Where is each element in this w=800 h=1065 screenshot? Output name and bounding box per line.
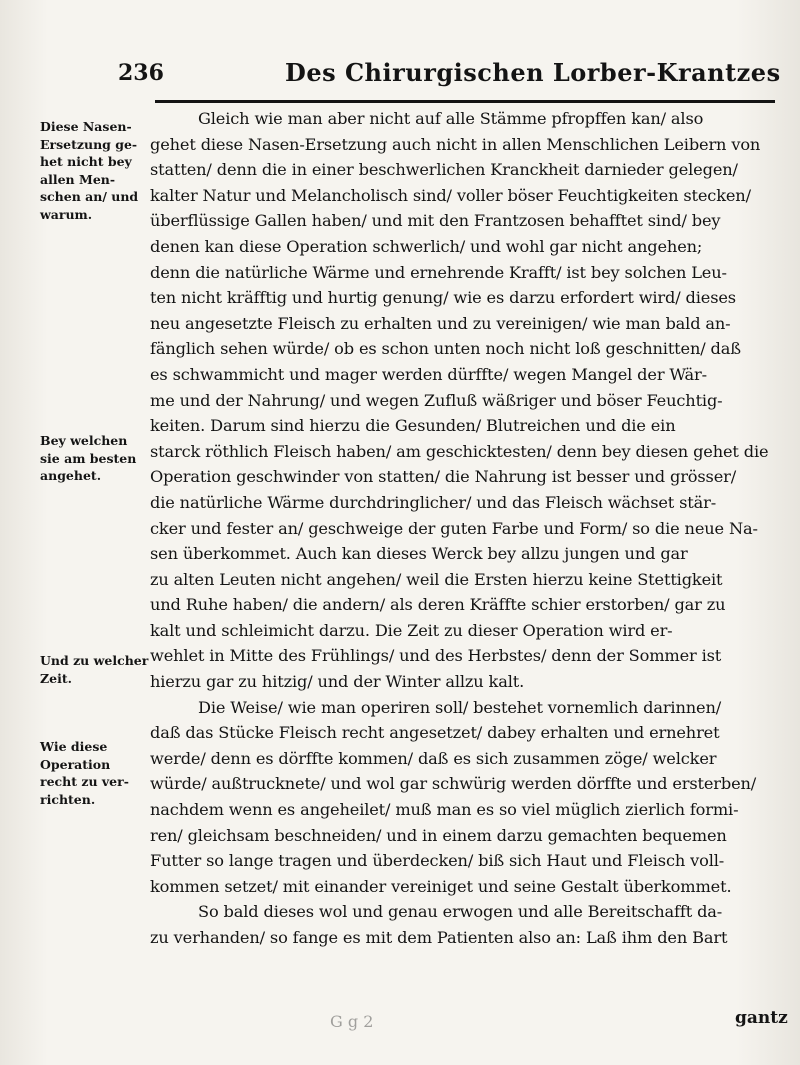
text-line: würde/ außtrucknete/ und wol gar schwürig werden dörffte und ersterben/ bbox=[150, 774, 757, 794]
side-note-best-patients: Bey welchen sie am besten angehet. bbox=[40, 433, 137, 483]
body-text bbox=[150, 106, 792, 951]
text-line: starck röthlich Fleisch haben/ am geschicktesten/ denn bey diesen gehet die bbox=[150, 441, 769, 461]
signature-mark: G g 2 bbox=[330, 1012, 374, 1031]
text-line: kommen setzet/ mit einander vereiniget und seine Gestalt überkommet. bbox=[150, 876, 732, 896]
page-number: 236 bbox=[118, 60, 164, 86]
text-line: kalt und schleimicht darzu. Die Zeit zu dieser Operation wird er- bbox=[150, 620, 673, 640]
text-line: überflüssige Gallen haben/ und mit den Frantzosen behafftet sind/ bey bbox=[150, 211, 721, 231]
text-line: fänglich sehen würde/ ob es schon unten noch nicht loß geschnitten/ daß bbox=[150, 339, 741, 359]
text-line: hierzu gar zu hitzig/ und der Winter allzu kalt. bbox=[150, 672, 525, 692]
text-line: nachdem wenn es angeheilet/ muß man es so viel müglich zierlich formi- bbox=[150, 800, 739, 820]
header-rule bbox=[155, 100, 775, 103]
text-line: statten/ denn die in einer beschwerlichen Kranckheit darnieder gelegen/ bbox=[150, 160, 738, 180]
text-line: Die Weise/ wie man operiren soll/ bestehet vornemlich darinnen/ bbox=[198, 697, 722, 717]
side-note-time: Und zu welcher Zeit. bbox=[40, 653, 149, 686]
text-line: die natürliche Wärme durchdringlicher/ und das Fleisch wächset stär- bbox=[150, 492, 717, 512]
text-line: Futter so lange tragen und überdecken/ biß sich Haut und Fleisch voll- bbox=[150, 851, 725, 871]
text-line: zu verhanden/ so fange es mit dem Patienten also an: Laß ihm den Bart bbox=[150, 928, 728, 947]
running-title: Des Chirurgischen Lorber-Krantzes bbox=[285, 58, 781, 87]
text-line: sen überkommet. Auch kan dieses Werck bey allzu jungen und gar bbox=[150, 544, 688, 564]
text-line: Operation geschwinder von statten/ die Nahrung ist besser und grösser/ bbox=[150, 467, 737, 487]
catchword: gantz bbox=[735, 1008, 788, 1028]
text-line: wehlet in Mitte des Frühlings/ und des Herbstes/ denn der Sommer ist bbox=[150, 646, 722, 666]
text-line: werde/ denn es dörffte kommen/ daß es sich zusammen zöge/ welcker bbox=[150, 748, 717, 768]
text-line: keiten. Darum sind hierzu die Gesunden/ Blutreichen und die ein bbox=[150, 416, 676, 436]
text-line: es schwammicht und mager werden dürffte/ wegen Mangel der Wär- bbox=[150, 364, 707, 384]
text-line: zu alten Leuten nicht angehen/ weil die Ersten hierzu keine Stettigkeit bbox=[150, 569, 723, 589]
text-line: denen kan diese Operation schwerlich/ und wohl gar nicht angehen; bbox=[150, 236, 703, 256]
text-line: daß das Stücke Fleisch recht angesetzet/ dabey erhalten und ernehret bbox=[150, 723, 720, 743]
text-line: denn die natürliche Wärme und ernehrende Krafft/ ist bey solchen Leu- bbox=[150, 262, 727, 282]
text-line: gehet diese Nasen-Ersetzung auch nicht in allen Menschlichen Leibern von bbox=[150, 134, 761, 154]
text-line: neu angesetzte Fleisch zu erhalten und zu vereinigen/ wie man bald an- bbox=[150, 313, 731, 333]
text-line: und Ruhe haben/ die andern/ als deren Kräffte schier erstorben/ gar zu bbox=[150, 595, 726, 615]
text-line: So bald dieses wol und genau erwogen und alle Bereitschafft da- bbox=[198, 902, 723, 922]
text-line: me und der Nahrung/ und wegen Zufluß wäßriger und böser Feuchtig- bbox=[150, 390, 723, 410]
text-line: ten nicht kräfftig und hurtig genung/ wie es darzu erfordert wird/ dieses bbox=[150, 288, 736, 308]
text-line: Gleich wie man aber nicht auf alle Stämme pfropffen kan/ also bbox=[198, 109, 704, 128]
text-line: kalter Natur und Melancholisch sind/ voller böser Feuchtigkeiten stecken/ bbox=[150, 185, 751, 205]
side-note-procedure: Wie diese Operation recht zu ver- richten. bbox=[40, 739, 129, 807]
page-header bbox=[110, 58, 800, 94]
side-note-nasal-replacement: Diese Nasen- Ersetzung ge- het nicht bey allen Men- schen an/ und warum. bbox=[40, 119, 139, 222]
text-line: cker und fester an/ geschweige der guten Farbe und Form/ so die neue Na- bbox=[150, 518, 758, 538]
text-line: ren/ gleichsam beschneiden/ und in einem darzu gemachten bequemen bbox=[150, 825, 727, 845]
